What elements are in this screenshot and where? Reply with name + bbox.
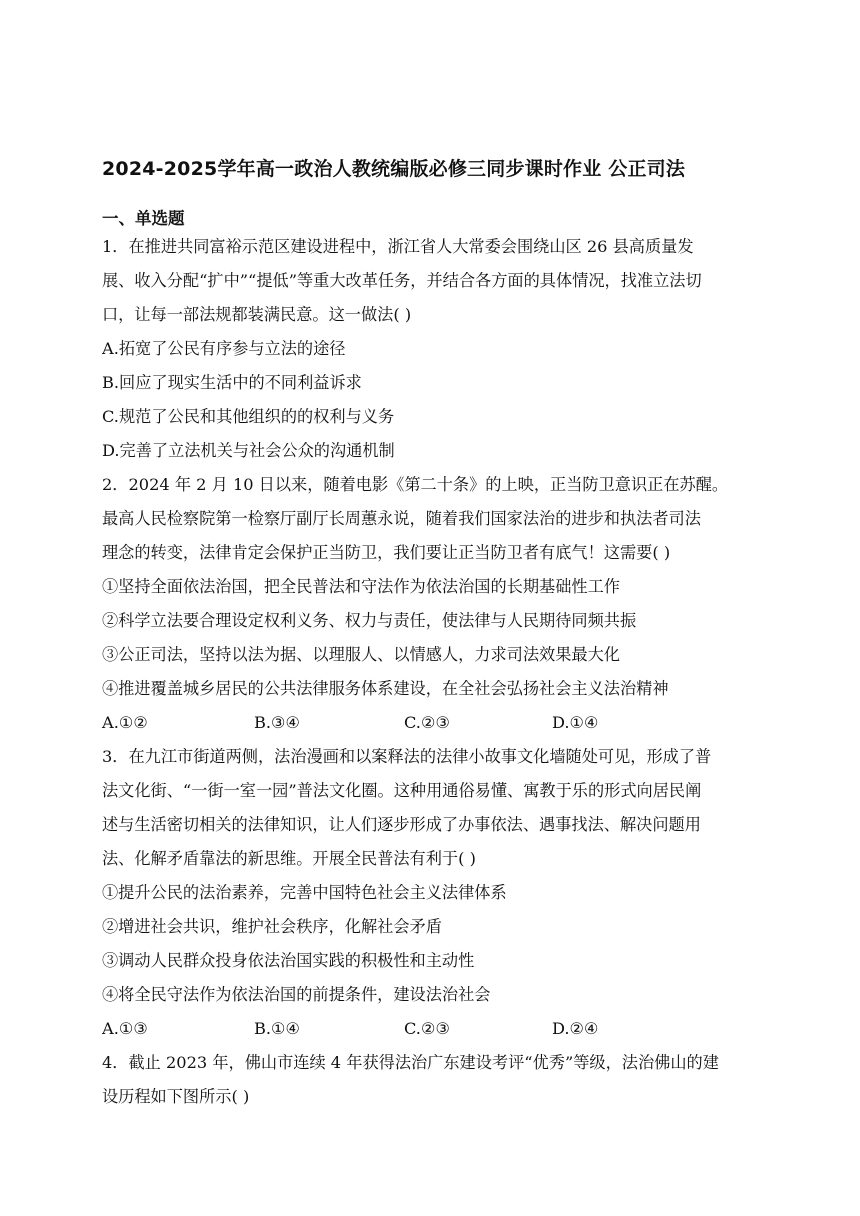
question-4: [102, 1046, 762, 1114]
question-option: A.拓宽了公民有序参与立法的途径: [102, 339, 346, 358]
question-stem-line: 展、收入分配“扩中”“提低”等重大改革任务，并结合各方面的具体情况，找准立法切: [102, 271, 702, 290]
question-statement: ①提升公民的法治素养，完善中国特色社会主义法律体系: [102, 883, 507, 902]
choice-a: A.①②: [102, 713, 148, 732]
choice-b: B.①④: [254, 1019, 301, 1038]
question-list: [102, 230, 762, 1114]
question-statement: ④将全民守法作为依法治国的前提条件，建设法治社会: [102, 985, 491, 1004]
question-stem-line: 设历程如下图所示( ): [102, 1087, 250, 1106]
choice-c: C.②③: [404, 1019, 450, 1038]
question-2: [102, 468, 762, 740]
question-statement: ②科学立法要合理设定权利义务、权力与责任，使法律与人民期待同频共振: [102, 611, 637, 630]
answer-choices: [102, 1012, 762, 1046]
question-3: [102, 740, 762, 1046]
question-stem-line: 2．2024 年 2 月 10 日以来，随着电影《第二十条》的上映，正当防卫意识正在苏醒。: [102, 475, 729, 494]
question-stem-line: 4．截止 2023 年，佛山市连续 4 年获得法治广东建设考评“优秀”等级，法治佛山的建: [102, 1053, 719, 1072]
choice-d: D.②④: [552, 1019, 599, 1038]
question-stem-line: 理念的转变，法律肯定会保护正当防卫，我们要让正当防卫者有底气！这需要( ): [102, 543, 671, 562]
question-option: C.规范了公民和其他组织的的权利与义务: [102, 407, 395, 426]
question-statement: ①坚持全面依法治国，把全民普法和守法作为依法治国的长期基础性工作: [102, 577, 620, 596]
question-option: B.回应了现实生活中的不同利益诉求: [102, 373, 362, 392]
question-stem-line: 1．在推进共同富裕示范区建设进程中，浙江省人大常委会围绕山区 26 县高质量发: [102, 237, 694, 256]
section-heading: 一、单选题: [102, 209, 185, 228]
question-1: [102, 230, 762, 468]
question-stem-line: 口，让每一部法规都装满民意。这一做法( ): [102, 305, 412, 324]
question-stem-line: 3．在九江市街道两侧，法治漫画和以案释法的法律小故事文化墙随处可见，形成了普: [102, 747, 712, 766]
choice-a: A.①③: [102, 1019, 148, 1038]
choice-c: C.②③: [404, 713, 450, 732]
question-statement: ②增进社会共识，维护社会秩序，化解社会矛盾: [102, 917, 442, 936]
choice-b: B.③④: [254, 713, 301, 732]
question-stem-line: 最高人民检察院第一检察厅副厅长周蕙永说，随着我们国家法治的进步和执法者司法: [102, 509, 701, 528]
question-stem-line: 法、化解矛盾靠法的新思维。开展全民普法有利于( ): [102, 849, 476, 868]
question-stem-line: 法文化街、“一街一室一园”普法文化圈。这种用通俗易懂、寓教于乐的形式向居民阐: [102, 781, 702, 800]
question-statement: ③公正司法，坚持以法为据、以理服人、以情感人，力求司法效果最大化: [102, 645, 620, 664]
document-title: 2024-2025学年高一政治人教统编版必修三同步课时作业 公正司法: [102, 158, 686, 180]
choice-d: D.①④: [552, 713, 599, 732]
question-stem-line: 述与生活密切相关的法律知识，让人们逐步形成了办事依法、遇事找法、解决问题用: [102, 815, 701, 834]
question-option: D.完善了立法机关与社会公众的沟通机制: [102, 441, 395, 460]
answer-choices: [102, 706, 762, 740]
question-statement: ③调动人民群众投身依法治国实践的积极性和主动性: [102, 951, 475, 970]
question-statement: ④推进覆盖城乡居民的公共法律服务体系建设，在全社会弘扬社会主义法治精神: [102, 679, 669, 698]
